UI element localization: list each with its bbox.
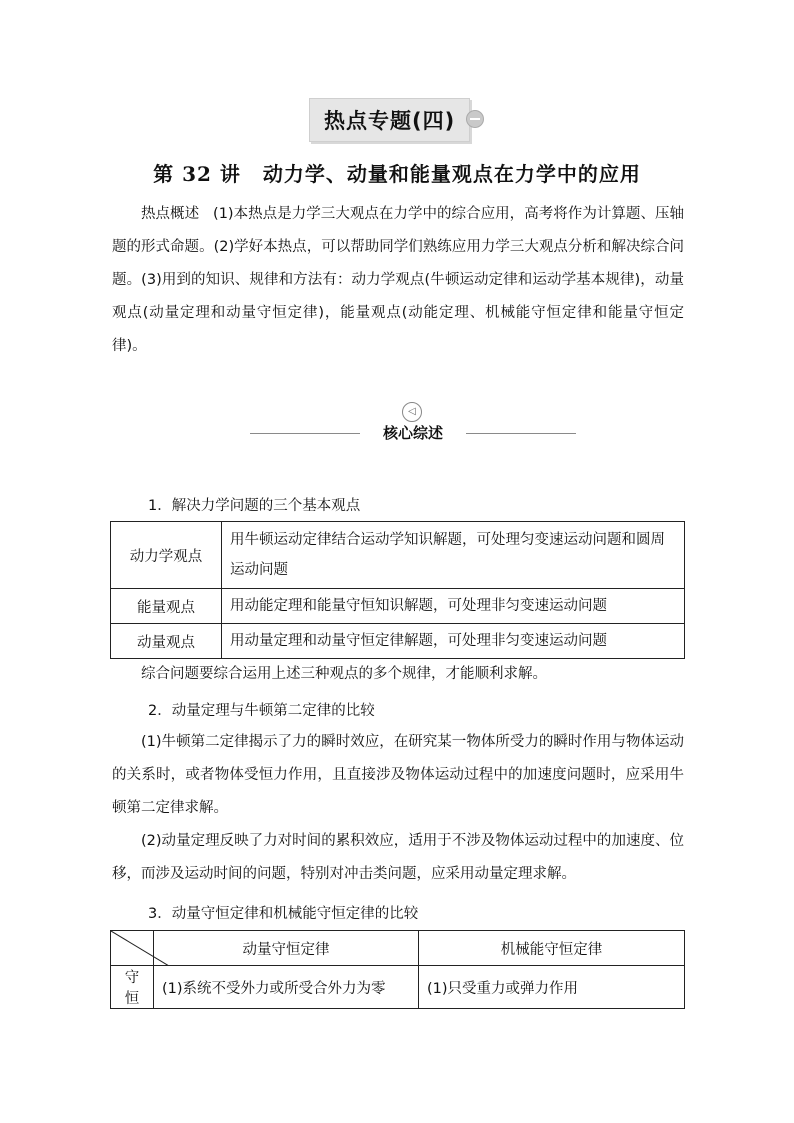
table-row	[111, 589, 685, 624]
lecture-number: 第 32 讲	[153, 162, 241, 186]
table-row	[111, 624, 685, 659]
section-divider-right	[466, 433, 576, 434]
table-row	[111, 966, 685, 1009]
overview-paragraph	[112, 198, 684, 363]
table-header-row	[111, 931, 685, 966]
table-cell-value: 用动能定理和能量守恒知识解题，可处理非匀变速运动问题	[222, 589, 685, 624]
paragraph-2b: (2)动量定理反映了力对时间的累积效应，适用于不涉及物体运动过程中的加速度、位移，而涉及运动时间的问题，特别对冲击类问题，应采用动量定理求解。	[112, 833, 684, 882]
overview-text: (1)本热点是力学三大观点在力学中的综合应用，高考将作为计算题、压轴题的形式命题。(2)学好本热点，可以帮助同学们熟练应用力学三大观点分析和解决综合问题。(3)用到的知识、规律和方法有：动力学观点(牛顿运动定律和运动学基本规律)，动量观点(动量定理和动量守恒定律)，能量观点(动能定理、机械能守恒定律和能量守恒定律)。	[112, 206, 685, 354]
table-cell-key: 守恒	[111, 966, 154, 1009]
table-cell-value: 用动量定理和动量守恒定律解题，可处理非匀变速运动问题	[222, 624, 685, 659]
section-header	[250, 402, 576, 452]
table-cell-momentum: (1)系统不受外力或所受合外力为零	[154, 966, 419, 1009]
table-cell-key: 动量观点	[111, 624, 222, 659]
table-header-momentum: 动量守恒定律	[154, 931, 419, 966]
heading-3: 3．动量守恒定律和机械能守恒定律的比较	[148, 906, 419, 922]
table-cell-mechanical: (1)只受重力或弹力作用	[419, 966, 685, 1009]
viewpoints-table	[110, 521, 685, 659]
diagonal-line-icon	[111, 931, 169, 966]
lecture-title	[0, 158, 794, 187]
table-header-mechanical: 机械能守恒定律	[419, 931, 685, 966]
lecture-title-text: 动力学、动量和能量观点在力学中的应用	[262, 162, 641, 186]
heading-2: 2．动量定理与牛顿第二定律的比较	[148, 703, 375, 719]
topic-badge-label: 热点专题(四)	[309, 98, 470, 142]
section-title: 核心综述	[382, 424, 443, 442]
heading-1: 1．解决力学问题的三个基本观点	[148, 498, 361, 514]
overview-label: 热点概述	[141, 206, 200, 222]
diagonal-header-cell	[111, 931, 154, 966]
table-cell-key: 动力学观点	[111, 522, 222, 589]
note-1: 综合问题要综合运用上述三种观点的多个规律，才能顺利求解。	[141, 666, 547, 682]
conservation-comparison-table	[110, 930, 685, 1009]
table-cell-key: 能量观点	[111, 589, 222, 624]
topic-badge	[309, 98, 470, 142]
paragraph-2a: (1)牛顿第二定律揭示了力的瞬时效应，在研究某一物体所受力的瞬时作用与物体运动的关系时，或者物体受恒力作用，且直接涉及物体运动过程中的加速度问题时，应采用牛顿第二定律求解。	[112, 734, 684, 816]
table-row	[111, 522, 685, 589]
table-cell-value: 用牛顿运动定律结合运动学知识解题，可处理匀变速运动问题和圆周运动问题	[222, 522, 685, 589]
badge-knob-icon	[466, 110, 484, 128]
leaf-ornament-icon: ◁	[402, 402, 422, 422]
